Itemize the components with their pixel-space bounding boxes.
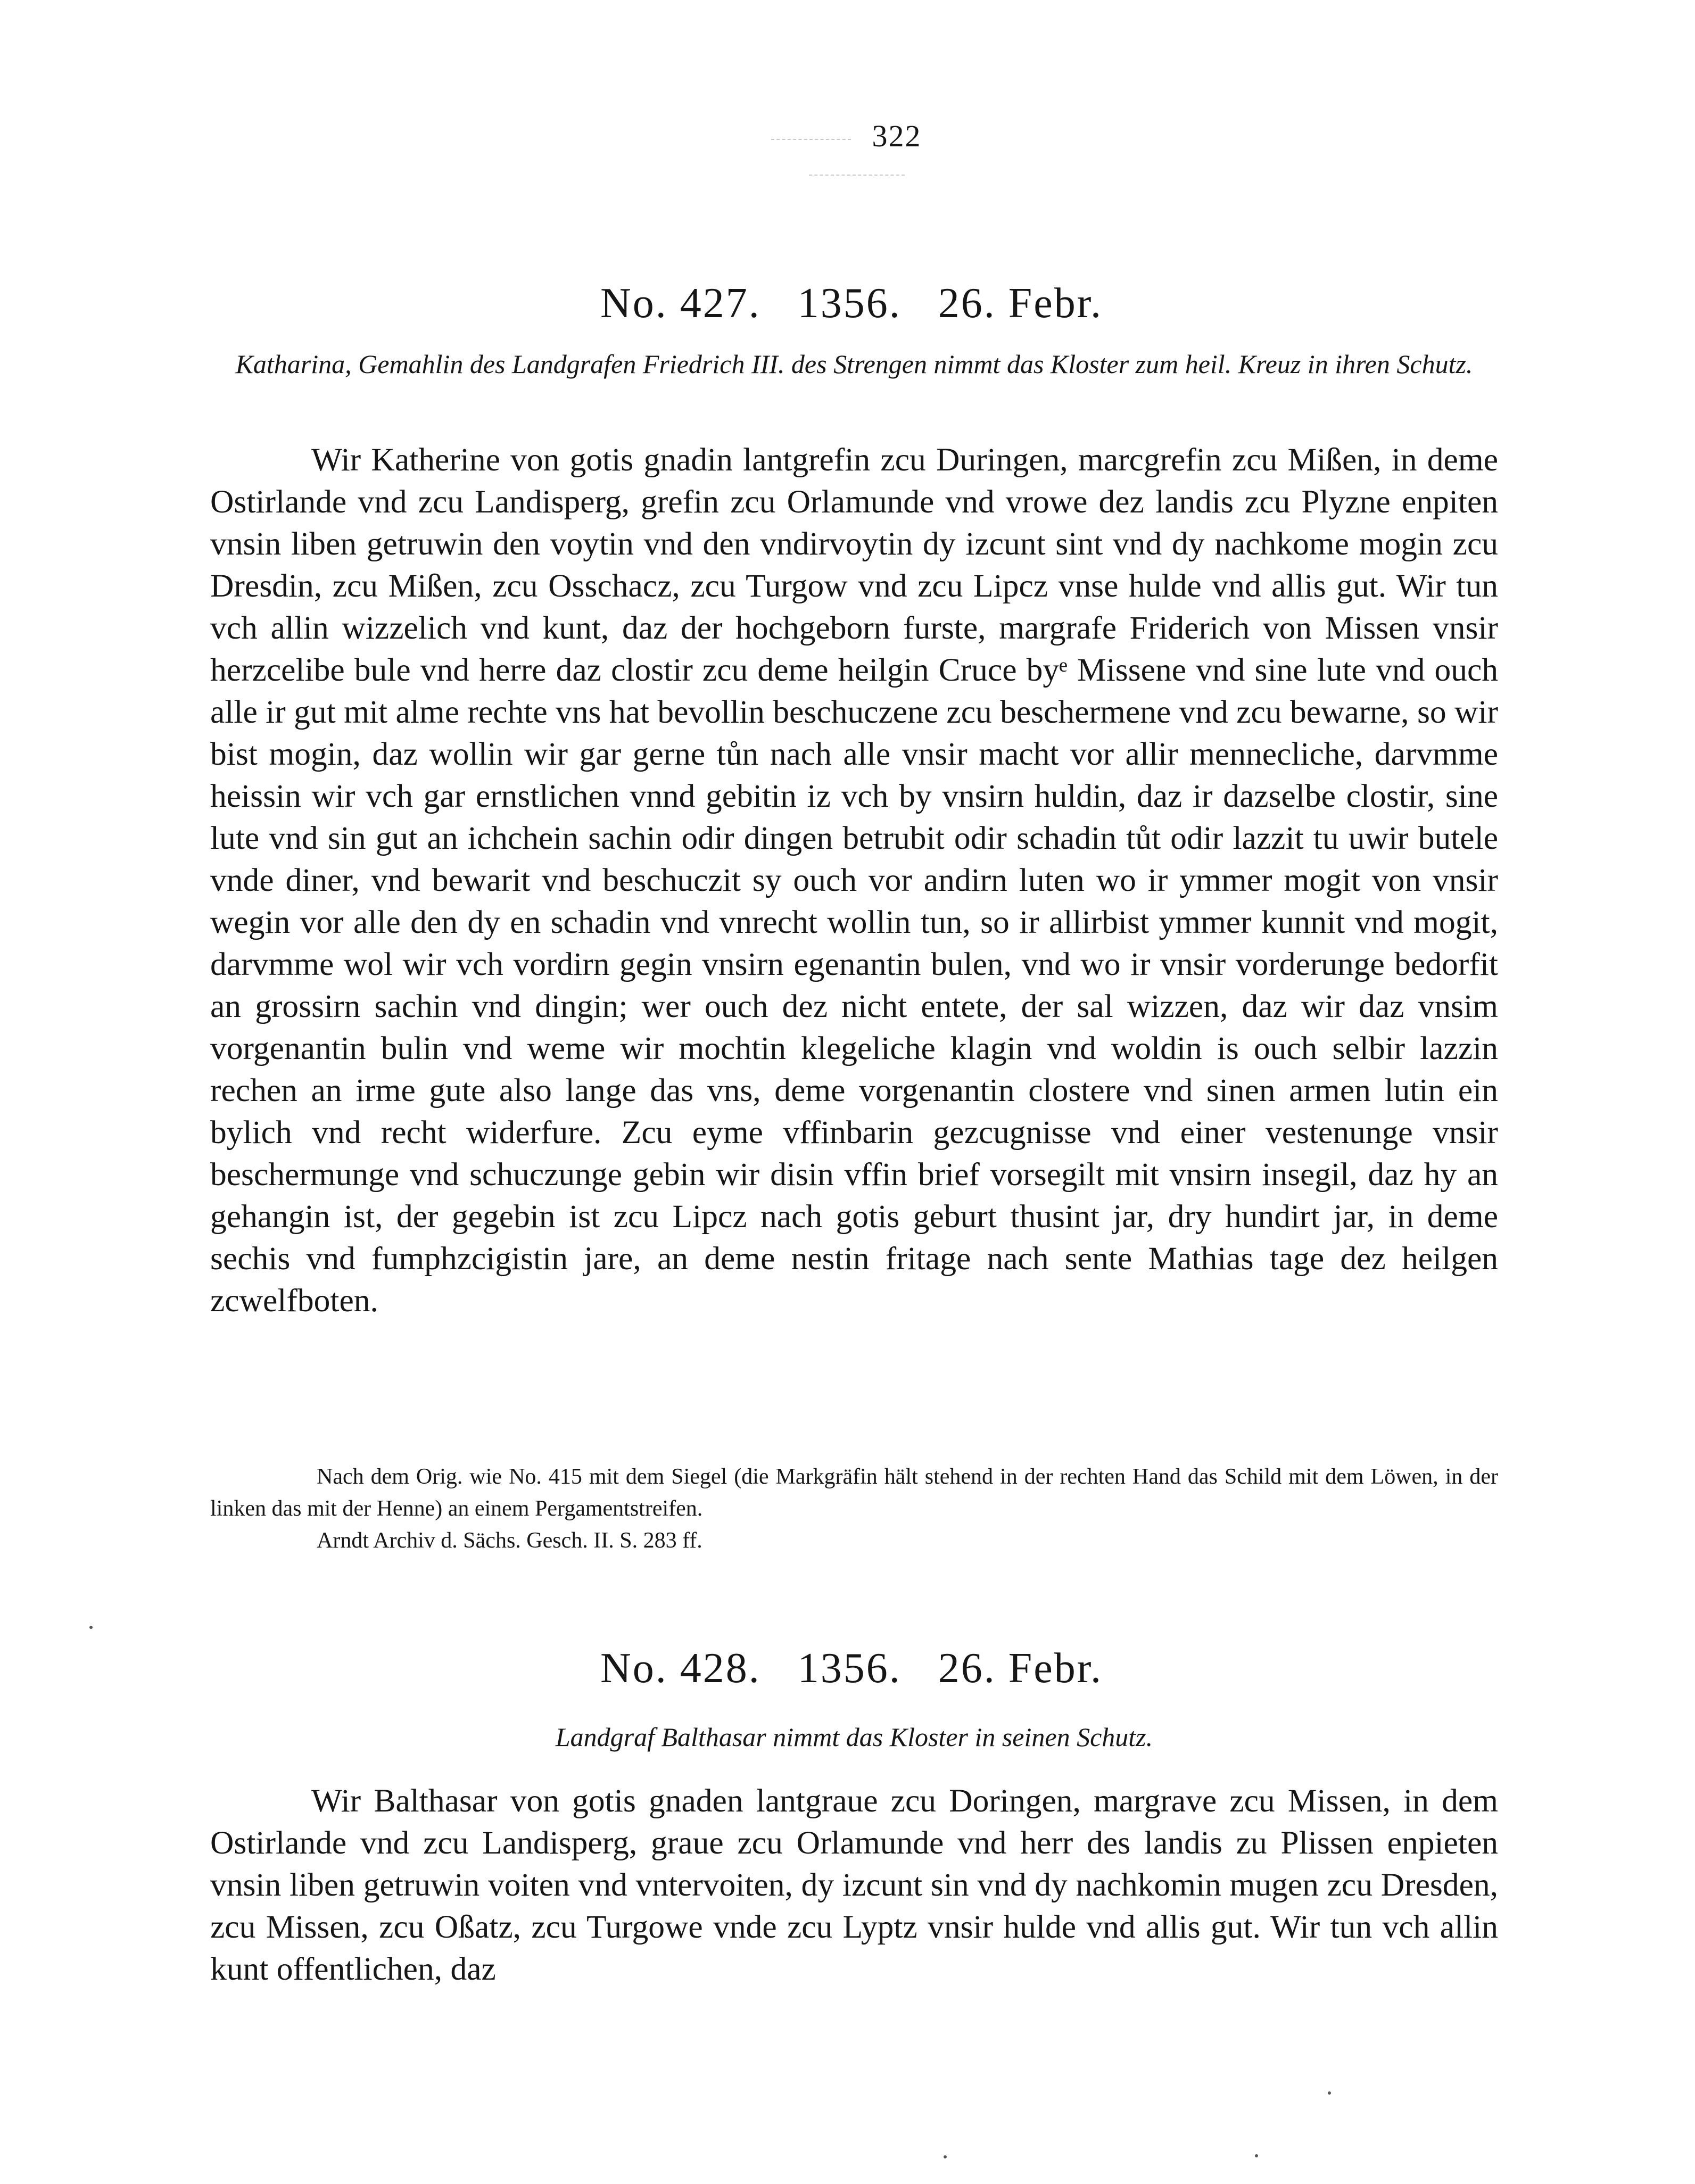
source-note-reference: Arndt Archiv d. Sächs. Gesch. II. S. 283 ff. [317,1528,702,1553]
scan-speck [1255,2154,1258,2157]
charter-text-427 [210,439,1498,1322]
page-number-text: 322 [872,119,922,153]
regest-427: Katharina, Gemahlin des Landgrafen Friedrich III. des Strengen nimmt das Kloster zum heil. Kreuz in ihren Schutz. [235,349,1473,379]
source-note-original: Nach dem Orig. wie No. 415 mit dem Siegel (die Markgräfin hält stehend in der rechten Hand das Schild mit dem Löwen, in der linken das mit der Henne) an einem Pergamentstreifen. [210,1465,1498,1521]
charter-text-428 [210,1780,1498,1990]
scan-speck [1328,2091,1331,2095]
charter-text-427-content: Wir Katherine von gotis gnadin lantgrefin zcu Duringen, marcgrefin zcu Mißen, in deme Ostirlande vnd zcu Landisperg, grefin zcu Orlamunde vnd vrowe dez landis zcu Plyzne enpiten vnsin liben getruwin den voytin vnd den vndirvoytin dy izcunt sint vnd dy nachkome mogin zcu Dresdin, zcu Mißen, zcu Osschacz, zcu Turgow vnd zcu Lipcz vnse hulde vnd allis gut. Wir tun vch allin wizzelich vnd kunt, daz der hochgeborn furste, margrafe Friderich von Missen vnsir herzcelibe bule vnd herre daz clostir zcu deme heilgin Cruce byᵉ Missene vnd sine lute vnd ouch alle ir gut mit alme rechte vns hat bevollin beschuczene zcu beschermene vnd zcu bewarne, so wir bist mogin, daz wollin wir gar gerne tůn nach alle vnsir macht vor allir mennecliche, darvmme heissin wir vch gar ernstlichen vnnd gebitin iz vch by vnsirn huldin, daz ir dazselbe clostir, sine lute vnd sin gut an ichchein sachin odir dingen betrubit odir schadin tůt odir lazzit tu uwir butele vnde diner, vnd bewarit vnd beschuczit sy ouch vor andirn luten wo ir ymmer mogit von vnsir wegin vor alle den dy en schadin vnd vnrecht wollin tun, so ir allirbist ymmer kunnit vnd mogit, darvmme wol wir vch vordirn gegin vnsirn egenantin bulen, vnd wo ir vnsir vorderunge bedorfit an grossirn sachin vnd dingin; wer ouch dez nicht entete, der sal wizzen, daz wir daz vnsim vorgenantin bulin vnd weme wir mochtin klegeliche klagin vnd woldin is ouch selbir lazzin rechen an irme gute also lange das vns, deme vorgenantin clostere vnd sinen armen lutin ein bylich vnd recht widerfure. Zcu eyme vffinbarin gezcugnisse vnd einer vestenunge vnsir beschermunge vnd schuczunge gebin wir disin vffin brief vorsegilt mit vnsirn insegil, daz hy an gehangin ist, der gegebin ist zcu Lipcz nach gotis geburt thusint jar, dry hundirt jar, in deme sechis vnd fumphzcigistin jare, an deme nestin fritage nach sente Mathias tage dez heilgen zcwelfboten. [210,442,1498,1319]
charter-text-428-content: Wir Balthasar von gotis gnaden lantgraue zcu Doringen, margrave zcu Missen, in dem Ostirlande vnd zcu Landisperg, graue zcu Orlamunde vnd herr des landis zu Plissen enpieten vnsin liben getruwin voiten vnd vntervoiten, dy izcunt sin vnd dy nachkomin mugen zcu Dresden, zcu Missen, zcu Oßatz, zcu Turgowe vnde zcu Lyptz vnsir hulde vnd allis gut. Wir tun vch allin kunt offentlichen, daz [210,1783,1498,1987]
document-heading-428: No. 428. 1356. 26. Febr. [600,1645,1103,1692]
regest-428: Landgraf Balthasar nimmt das Kloster in seinen Schutz. [555,1722,1153,1752]
document-heading-427: No. 427. 1356. 26. Febr. [600,280,1103,327]
page-number [713,118,979,189]
page-number-rule-left [771,139,851,140]
source-notes-427 [210,1461,1498,1557]
scan-speck [89,1626,93,1629]
scan-speck [944,2155,947,2158]
page-number-rule-right [809,175,905,176]
